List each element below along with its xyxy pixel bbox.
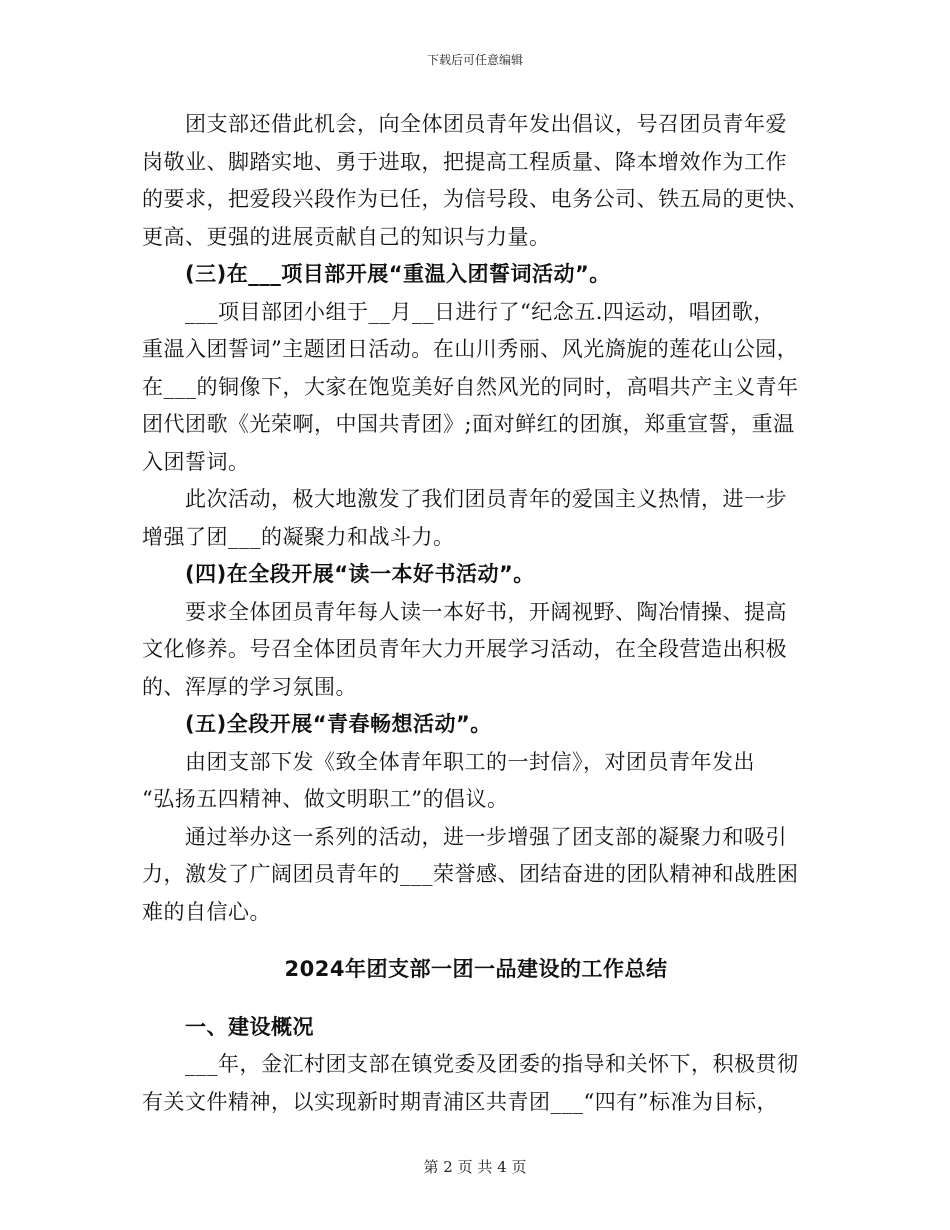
- paragraph-line: 岗敬业、脚踏实地、勇于进取，把提高工程质量、降本增效作为工作: [142, 149, 787, 174]
- paragraph-line: 增强了团___的凝聚力和战斗力。: [142, 524, 455, 549]
- document-title: 2024年团支部一团一品建设的工作总结: [284, 957, 668, 981]
- paragraph-line: “弘扬五四精神、做文明职工”的倡议。: [142, 787, 509, 811]
- paragraph-line: 的、浑厚的学习氛围。: [142, 674, 357, 699]
- section-heading-overview: 一、建设概况: [185, 1014, 314, 1039]
- paragraph-line: 团支部还借此机会，向全体团员青年发出倡议，号召团员青年爱: [185, 112, 787, 136]
- section-heading-4: (四)在全段开展“读一本好书活动”。: [185, 562, 535, 586]
- paragraph-line: 难的自信心。: [142, 899, 271, 924]
- paragraph-line: 此次活动，极大地激发了我们团员青年的爱国主义热情，进一步: [185, 487, 787, 511]
- paragraph-line: ___项目部团小组于__月__日进行了“纪念五.四运动，唱团歌，: [185, 299, 775, 324]
- paragraph-line: 有关文件精神，以实现新时期青浦区共青团___“四有”标准为目标，: [142, 1089, 778, 1114]
- paragraph-line: 在___的铜像下，大家在饱览美好自然风光的同时，高唱共产主义青年: [142, 374, 799, 399]
- paragraph-line: 入团誓词。: [142, 449, 250, 474]
- document-body: [142, 106, 810, 1121]
- page-number: 第 2 页 共 4 页: [423, 1158, 527, 1176]
- paragraph-line: 通过举办这一系列的活动，进一步增强了团支部的凝聚力和吸引: [185, 824, 787, 849]
- paragraph-line: ___年，金汇村团支部在镇党委及团委的指导和关怀下，积极贯彻: [185, 1052, 799, 1076]
- paragraph-line: 要求全体团员青年每人读一本好书，开阔视野、陶冶情操、提高: [185, 599, 787, 624]
- paragraph-line: 更高、更强的进展贡献自己的知识与力量。: [142, 224, 551, 249]
- paragraph-line: 重温入团誓词”主题团日活动。在山川秀丽、风光旖旎的莲花山公园，: [142, 337, 799, 361]
- paragraph-line: 力，激发了广阔团员青年的___荣誉感、团结奋进的团队精神和战胜困: [142, 862, 799, 886]
- page-header: 下载后可任意编辑: [426, 53, 523, 67]
- paragraph-line: 由团支部下发《致全体青年职工的一封信》，对团员青年发出: [185, 749, 755, 774]
- paragraph-line: 文化修养。号召全体团员青年大力开展学习活动，在全段营造出积极: [142, 637, 787, 661]
- section-heading-3: (三)在___项目部开展“重温入团誓词活动”。: [185, 262, 611, 286]
- paragraph-line: 团代团歌《光荣啊，中国共青团》;面对鲜红的团旗，郑重宣誓，重温: [142, 412, 795, 436]
- section-heading-5: (五)全段开展“青春畅想活动”。: [185, 712, 492, 736]
- paragraph-line: 的要求，把爱段兴段作为已任，为信号段、电务公司、铁五局的更快、: [142, 187, 809, 211]
